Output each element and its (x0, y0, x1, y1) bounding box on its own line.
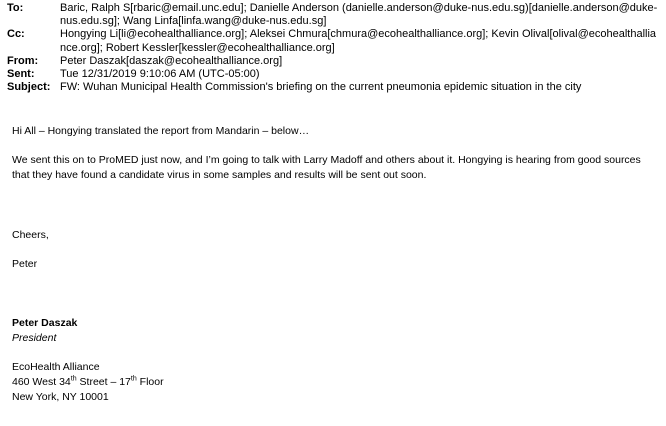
signature-org: EcoHealth Alliance (12, 361, 100, 373)
subject-value: FW: Wuhan Municipal Health Commission's briefing on the current pneumonia epidemic situation in the city (60, 81, 582, 94)
sent-label: Sent: (7, 68, 35, 81)
closing-line: Cheers, (12, 229, 49, 241)
address-superscript-1: th (70, 375, 77, 383)
from-label: From: (7, 54, 39, 67)
subject-label: Subject: (7, 81, 51, 94)
sender-first-name: Peter (12, 258, 38, 270)
header-cc-row (7, 28, 662, 54)
signature-title: President (12, 332, 57, 344)
signature-city: New York, NY 10001 (12, 391, 109, 403)
to-label: To: (7, 2, 24, 14)
header-sent-row (7, 68, 662, 81)
signature-name: Peter Daszak (12, 317, 78, 329)
address-superscript-2: th (130, 375, 137, 383)
address-part-3: Floor (136, 376, 164, 388)
from-value: Peter Daszak[daszak@ecohealthalliance.org] (60, 54, 283, 67)
cc-label: Cc: (7, 28, 25, 41)
body-paragraph: We sent this on to ProMED just now, and I’m going to talk with Larry Madoff and others about it. Hongying is hearing from good sources that they have found a candidate virus in some samples and results will be sent out soon. (12, 154, 641, 181)
signature-address (12, 375, 657, 390)
signature-block (12, 316, 657, 405)
address-part-1: 460 West 34 (12, 376, 71, 388)
header-to-row (7, 2, 662, 28)
to-value: Baric, Ralph S[rbaric@email.unc.edu]; Danielle Anderson (danielle.anderson@duke-nus.edu.sg)[danielle.anderson@duke-nus.edu.sg]; Wang Linfa[linfa.wang@duke-nus.edu.sg] (60, 2, 658, 28)
sent-value: Tue 12/31/2019 9:10:06 AM (UTC-05:00) (60, 68, 260, 81)
email-body (12, 124, 657, 405)
header-subject-row (7, 81, 662, 94)
address-part-2: Street – 17 (76, 376, 131, 388)
header-from-row (7, 55, 662, 68)
cc-value: Hongying Li[li@ecohealthalliance.org]; Aleksei Chmura[chmura@ecohealthalliance.org]; Kevin Olival[olival@ecohealthalliance.org]; Robert Kessler[kessler@ecohealthalliance.org] (60, 28, 657, 54)
email-header (7, 2, 662, 94)
greeting-line: Hi All – Hongying translated the report from Mandarin – below… (12, 125, 310, 137)
